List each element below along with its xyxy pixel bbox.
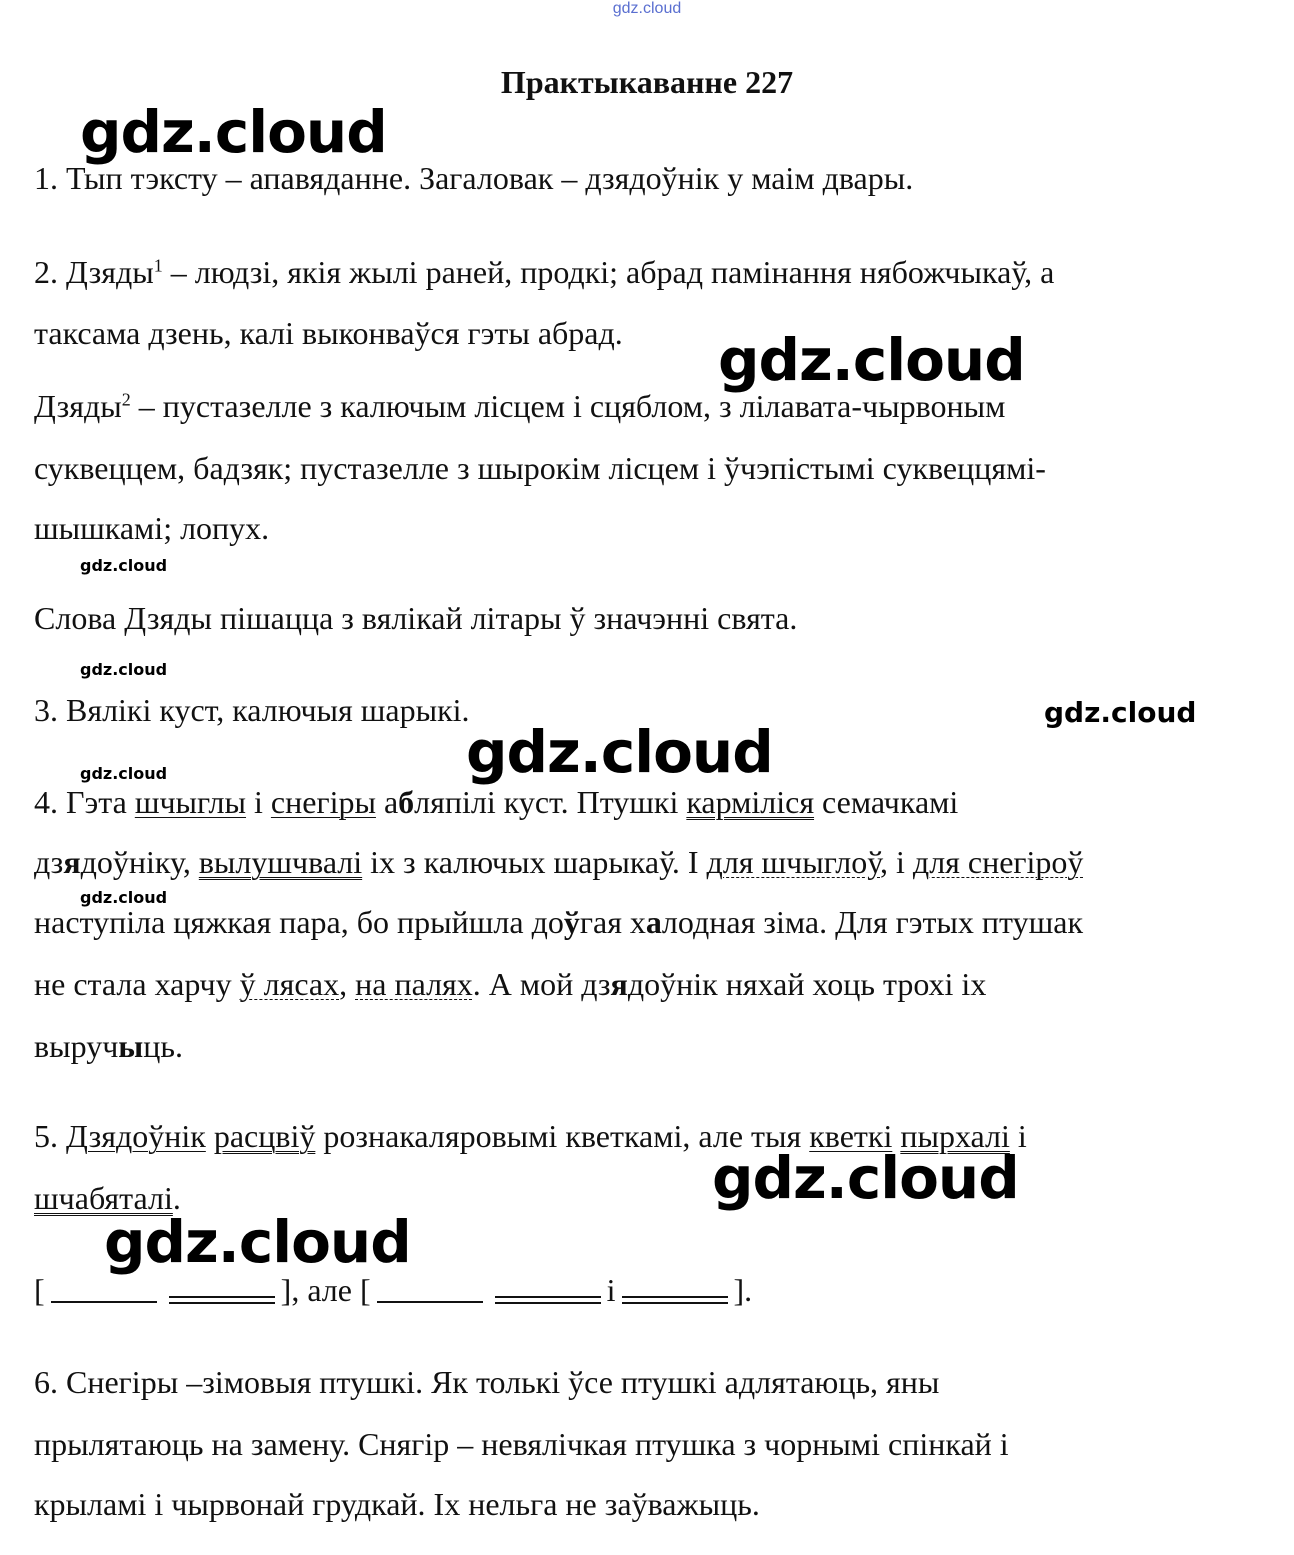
bold-letter: б (398, 784, 415, 820)
text-span: семачкамі (814, 784, 959, 820)
text-span: – пустазелле з калючым лісцем і сцяблом, з лілавата-чырвоным (130, 388, 1006, 424)
text-span: не стала харчу (34, 966, 240, 1002)
text-span: лодная зіма. Для гэтых птушак (661, 904, 1083, 940)
text-span: ць. (143, 1028, 183, 1064)
page-title: Практыкаванне 227 (500, 64, 794, 100)
text-span: а (375, 784, 399, 820)
watermark: gdz.cloud (80, 556, 168, 575)
subject-underlined: снегіры (270, 784, 376, 820)
bold-letter: а (645, 904, 662, 940)
superscript: 1 (153, 255, 163, 276)
bold-letter: я (63, 844, 81, 880)
definition-2-line-3: шышкамі; лопух. (34, 510, 270, 546)
text-span: і (246, 784, 271, 820)
predicate-line (622, 1296, 728, 1304)
watermark: gdz.cloud (712, 1144, 1019, 1212)
answer-2-line-1 (34, 252, 1054, 292)
subject-line (51, 1301, 157, 1303)
object-underlined: для шчыглоў (706, 844, 881, 880)
object-underlined: для снегіроў (912, 844, 1084, 880)
text-span (206, 1118, 214, 1154)
text-span: Дзяды (34, 388, 122, 424)
text-span: доўнік няхай хоць трохі іх (627, 966, 987, 1002)
scheme-separator: ], але [ (280, 1272, 371, 1308)
text-span: 5. (34, 1118, 66, 1154)
subject-underlined: Дзядоўнік (66, 1118, 206, 1154)
bold-letter: ў (563, 904, 580, 940)
text-span: рознакаляровымі кветкамі, але тыя (315, 1118, 810, 1154)
sentence-scheme (34, 1270, 752, 1310)
text-span: выруч (34, 1028, 119, 1064)
text-span: гая х (579, 904, 646, 940)
answer-6-line-1: 6. Снегіры –зімовыя птушкі. Як толькі ўсе птушкі адлятаюць, яны (34, 1364, 940, 1400)
text-span: . А мой дз (472, 966, 611, 1002)
answer-4-line-3 (34, 902, 1083, 942)
text-span: дз (34, 844, 64, 880)
definition-2-line-2: суквеццем, бадзяк; пустазелле з шырокім лісцем і ўчэпістымі суквеццямі- (34, 450, 1046, 486)
watermark: gdz.cloud (466, 718, 773, 786)
predicate-underlined: карміліся (686, 784, 815, 820)
predicate-line (495, 1296, 601, 1304)
text-span: 4. Гэта (34, 784, 135, 820)
predicate-line (169, 1296, 275, 1304)
capital-letter-note: Слова Дзяды пішацца з вялікай літары ў значэнні свята. (34, 600, 798, 636)
conjunction: і (606, 1272, 616, 1308)
watermark: gdz.cloud (80, 98, 387, 166)
adverbial-underlined: ў лясах (239, 966, 340, 1002)
answer-3: 3. Вялікі куст, калючыя шарыкі. (34, 692, 470, 728)
bold-letter: я (610, 966, 628, 1002)
text-span: ляпілі куст. Птушкі (414, 784, 687, 820)
text-span: доўніку, (80, 844, 199, 880)
answer-4-line-2 (34, 842, 1083, 882)
subject-underlined: шчыглы (134, 784, 247, 820)
watermark: gdz.cloud (718, 326, 1025, 394)
answer-1: 1. Тып тэксту – апавяданне. Загаловак – дзядоўнік у маім двары. (34, 160, 914, 196)
predicate-underlined: расцвіў (213, 1118, 316, 1154)
answer-6-line-2: прылятаюць на замену. Снягір – невялічкая птушка з чорнымі спінкай і (34, 1426, 1009, 1462)
watermark: gdz.cloud (80, 888, 168, 907)
bracket: [ (34, 1272, 45, 1308)
adverbial-underlined: на палях (355, 966, 473, 1002)
text-span: , (339, 966, 356, 1002)
watermark-top: gdz.cloud (612, 0, 682, 17)
answer-4-line-1 (34, 782, 958, 822)
bracket: ]. (733, 1272, 753, 1308)
text-span: і (1009, 1118, 1027, 1154)
bold-letter: ы (118, 1028, 144, 1064)
text-span: наступіла цяжкая пара, бо прыйшла до (34, 904, 564, 940)
answer-4-line-5 (34, 1026, 183, 1066)
text-span: іх з калючых шарыкаў. І (362, 844, 707, 880)
watermark: gdz.cloud (80, 660, 168, 679)
superscript: 2 (121, 389, 131, 410)
answer-4-line-4 (34, 964, 986, 1004)
watermark: gdz.cloud (1044, 696, 1197, 729)
text-span: 2. Дзяды (34, 254, 154, 290)
answer-2-line-2: таксама дзень, калі выконваўся гэты абрад. (34, 315, 623, 351)
predicate-underlined: вылушчвалі (198, 844, 363, 880)
subject-line (377, 1301, 483, 1303)
subject-underlined: кветкі (809, 1118, 893, 1154)
text-span: . (172, 1180, 181, 1216)
answer-6-line-3: крыламі і чырвонай грудкай. Іх нельга не заўважыць. (34, 1486, 760, 1522)
definition-2-line-1 (34, 386, 1005, 426)
predicate-underlined: шчабяталі (34, 1180, 173, 1216)
text-span: , і (880, 844, 913, 880)
watermark: gdz.cloud (104, 1208, 411, 1276)
watermark: gdz.cloud (80, 764, 168, 783)
text-span: – людзі, якія жылі раней, продкі; абрад памінання нябожчыкаў, а (162, 254, 1055, 290)
predicate-underlined: пырхалі (900, 1118, 1010, 1154)
